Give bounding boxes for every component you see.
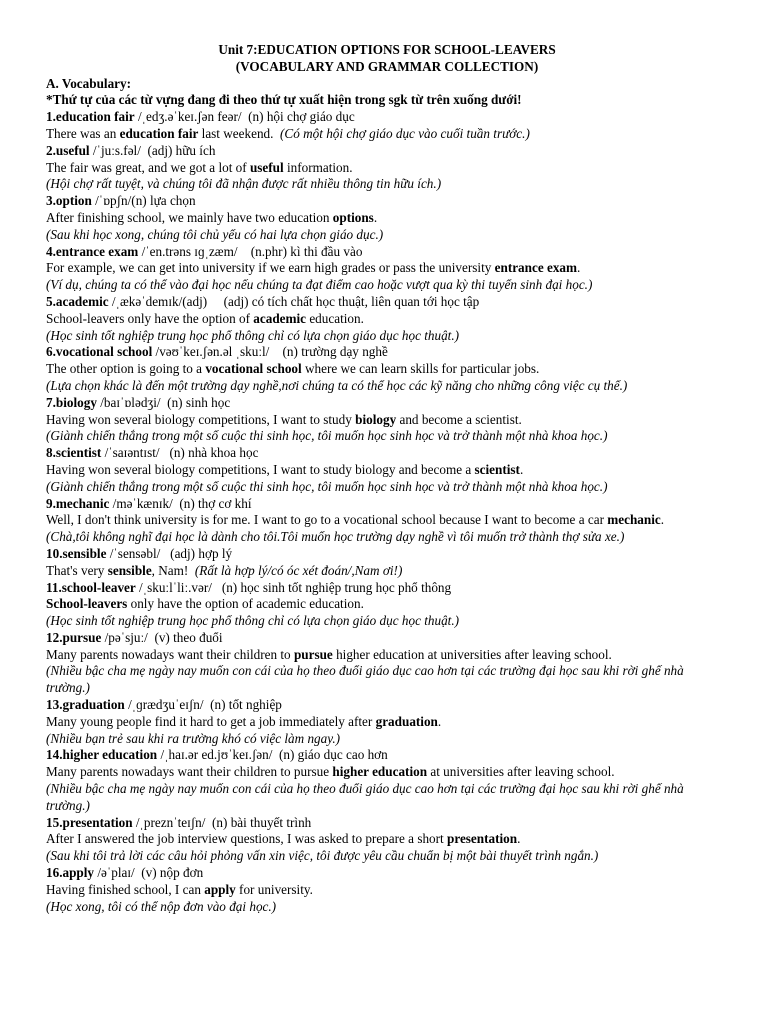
example-text: . [519, 461, 524, 477]
example-text: . [373, 209, 378, 225]
example-keyword: scientist [474, 461, 520, 477]
vocab-example [46, 160, 728, 177]
vocab-example [46, 210, 728, 227]
vocab-translation: (Học xong, tôi có thể nộp đơn vào đại học.) [46, 898, 277, 914]
example-keyword: options [332, 209, 374, 225]
example-text: where we can learn skills for particular jobs. [301, 361, 540, 377]
vocab-number: 12. [46, 629, 63, 645]
vocab-number: 8. [46, 445, 56, 461]
vocab-word: biology [55, 394, 97, 410]
vocab-word: higher education [62, 747, 158, 763]
example-text: After finishing school, we mainly have two education [46, 209, 333, 225]
vocab-example [46, 882, 728, 899]
vocab-entry [46, 580, 728, 630]
vocab-headword-line [46, 445, 728, 462]
vocab-translation: (Sau khi tôi trả lời các câu hỏi phỏng vấn xin việc, tôi được yêu cầu chuẩn bị một bài thuyết trình ngắn.) [46, 848, 599, 864]
example-text: For example, we can get into university if we earn high grades or pass the university [46, 260, 495, 276]
vocab-number: 9. [46, 495, 56, 511]
example-text: That's very [46, 562, 108, 578]
vocab-headword-line [46, 747, 728, 764]
vocab-headword [46, 630, 101, 645]
vocab-headword-line [46, 580, 728, 597]
vocab-example [46, 126, 728, 143]
vocab-pronunciation-definition: /ˌækəˈdemɪk/(adj) (adj) có tích chất học thuật, liên quan tới học tập [108, 293, 480, 309]
vocab-word: academic [55, 293, 109, 309]
vocab-headword [46, 445, 101, 460]
vocab-translation: (Lựa chọn khác là đến một trường dạy nghề,nơi chúng ta có thể học các kỹ năng cho những công việc cụ thể.) [46, 377, 628, 393]
vocab-headword-line [46, 815, 728, 832]
vocab-example [46, 462, 728, 479]
vocab-pronunciation-definition: /baɪˈɒlədʒi/ (n) sinh học [96, 394, 231, 410]
example-keyword: entrance exam [494, 260, 578, 276]
example-keyword: sensible [107, 562, 152, 578]
vocab-pronunciation-definition: /ˌɡrædʒuˈeɪʃn/ (n) tốt nghiệp [124, 697, 282, 713]
vocab-word: entrance exam [55, 243, 139, 259]
example-keyword: mechanic [607, 512, 661, 528]
example-text: Many parents nowadays want their children to [46, 646, 294, 662]
vocab-entry [46, 865, 728, 915]
vocab-entry [46, 697, 728, 747]
example-keyword: graduation [375, 713, 438, 729]
vocabulary-list [46, 109, 728, 915]
vocab-number: 1. [46, 109, 56, 125]
example-text: and become a scientist. [396, 411, 522, 427]
vocab-number: 16. [46, 865, 63, 881]
example-keyword: vocational school [205, 361, 302, 377]
vocab-headword [46, 344, 152, 359]
example-keyword: academic [253, 310, 307, 326]
example-keyword: pursue [293, 646, 333, 662]
vocab-number: 10. [46, 545, 63, 561]
example-text: Many parents nowadays want their children to pursue [46, 764, 333, 780]
example-text: for university. [235, 881, 313, 897]
section-heading: A. Vocabulary: [46, 75, 131, 91]
example-text: The fair was great, and we got a lot of [46, 159, 250, 175]
example-text: After I answered the job interview questions, I was asked to prepare a short [46, 831, 447, 847]
ordering-note: *Thứ tự của các từ vựng đang đi theo thứ tự xuất hiện trong sgk từ trên xuống dưới! [46, 92, 522, 108]
vocab-example [46, 714, 728, 731]
vocab-headword-line [46, 630, 728, 647]
vocab-headword-line [46, 546, 728, 563]
vocab-pronunciation-definition: /ˌedʒ.əˈkeɪ.ʃən feər/ (n) hội chợ giáo dục [134, 109, 355, 125]
example-text: Having won several biology competitions, I want to study biology and become a [46, 461, 475, 477]
vocab-word: scientist [55, 445, 102, 461]
vocab-number: 13. [46, 697, 63, 713]
example-text: School-leavers only have the option of [46, 310, 254, 326]
vocab-number: 11. [46, 579, 62, 595]
vocab-entry [46, 244, 728, 294]
vocab-entry [46, 747, 728, 814]
vocab-example [46, 260, 728, 277]
example-text: last weekend. [198, 125, 281, 141]
example-keyword: education fair [119, 125, 199, 141]
vocab-pronunciation-definition: /ˈsensəbl/ (adj) hợp lý [106, 545, 233, 561]
vocab-translation: (Học sinh tốt nghiệp trung học phổ thông chỉ có lựa chọn giáo dục học thuật.) [46, 613, 460, 629]
vocab-headword [46, 546, 106, 561]
vocab-translation: (Nhiều bậc cha mẹ ngày nay muốn con cái của họ theo đuổi giáo dục cao hơn tại các trường đại học sau khi rời ghế nhà trường.) [46, 663, 684, 696]
vocab-headword-line [46, 143, 728, 160]
example-text: Many young people find it hard to get a job immediately after [46, 713, 376, 729]
example-translation: (Có một hội chợ giáo dục vào cuối tuần trước.) [280, 125, 530, 141]
vocab-headword-line [46, 294, 728, 311]
vocab-translation: (Nhiều bậc cha mẹ ngày nay muốn con cái của họ theo đuổi giáo dục cao hơn tại các trường đại học sau khi rời ghế nhà trường.) [46, 781, 684, 813]
vocab-number: 2. [46, 142, 56, 158]
example-keyword: useful [249, 159, 284, 175]
vocab-word: education fair [55, 109, 135, 125]
vocab-translation: (Hội chợ rất tuyệt, và chúng tôi đã nhận được rất nhiều thông tin hữu ích.) [46, 176, 442, 192]
vocab-word: graduation [62, 697, 125, 713]
vocab-headword [46, 815, 133, 830]
vocab-example [46, 311, 728, 328]
vocab-headword [46, 109, 135, 124]
vocab-headword [46, 244, 138, 259]
vocab-translation: (Giành chiến thắng trong một số cuộc thi sinh học, tôi muốn học sinh học và trở thành một nhà khoa học.) [46, 478, 608, 494]
example-keyword: higher education [332, 764, 428, 780]
vocab-headword [46, 580, 136, 595]
example-keyword: apply [204, 881, 236, 897]
vocab-entry [46, 630, 728, 697]
vocab-number: 6. [46, 344, 56, 360]
vocab-example [46, 647, 728, 664]
vocab-pronunciation-definition: /ˈjuːs.fəl/ (adj) hữu ích [89, 142, 216, 158]
example-text: information. [283, 159, 353, 175]
example-text: . [577, 260, 581, 276]
vocab-translation: (Sau khi học xong, chúng tôi chủ yếu có hai lựa chọn giáo dục.) [46, 226, 384, 242]
vocab-headword-line [46, 344, 728, 361]
example-translation: (Rất là hợp lý/có óc xét đoán/,Nam ơi!) [194, 562, 403, 578]
vocab-example [46, 361, 728, 378]
vocab-pronunciation-definition: /ˌpreznˈteɪʃn/ (n) bài thuyết trình [132, 814, 312, 830]
vocab-word: pursue [62, 629, 102, 645]
vocab-headword [46, 395, 97, 410]
example-text: higher education at universities after leaving school. [332, 646, 612, 662]
vocab-example [46, 831, 728, 848]
vocab-pronunciation-definition: /məˈkænɪk/ (n) thợ cơ khí [109, 495, 252, 511]
example-text: Having finished school, I can [46, 881, 205, 897]
vocab-headword-line [46, 395, 728, 412]
vocab-headword [46, 193, 92, 208]
vocab-entry [46, 143, 728, 193]
vocab-number: 15. [46, 814, 63, 830]
vocab-number: 3. [46, 193, 56, 209]
vocab-pronunciation-definition: /ˌhaɪ.ər ed.jʊˈkeɪ.ʃən/ (n) giáo dục cao hơn [157, 747, 388, 763]
example-text: . [437, 713, 442, 729]
document-title: Unit 7:EDUCATION OPTIONS FOR SCHOOL-LEAVERS [218, 42, 556, 57]
vocab-pronunciation-definition: /ˈɒpʃn/(n) lựa chọn [91, 193, 196, 209]
vocab-headword-line [46, 109, 728, 126]
vocab-entry [46, 193, 728, 243]
vocab-translation: (Chà,tôi không nghĩ đại học là dành cho tôi.Tôi muốn học trường dạy nghề vì tôi muốn trở thành thợ sửa xe.) [46, 529, 625, 545]
vocab-headword [46, 865, 94, 880]
example-text: The other option is going to a [46, 361, 206, 377]
vocab-word: sensible [62, 545, 107, 561]
vocab-number: 7. [46, 394, 56, 410]
vocab-entry [46, 294, 728, 344]
vocab-headword [46, 143, 90, 158]
example-text: Having won several biology competitions, I want to study [46, 411, 356, 427]
example-text: There was an [46, 125, 120, 141]
vocab-headword [46, 747, 157, 762]
vocab-headword [46, 697, 125, 712]
vocab-translation: (Học sinh tốt nghiệp trung học phổ thông chỉ có lựa chọn giáo dục học thuật.) [46, 327, 460, 343]
vocab-example [46, 764, 728, 781]
example-keyword: School-leavers [46, 596, 128, 612]
example-text: Well, I don't think university is for me. I want to go to a vocational school because I want to become a car [46, 512, 608, 528]
vocab-translation: (Giành chiến thắng trong một số cuộc thi sinh học, tôi muốn học sinh học và trở thành một nhà khoa học.) [46, 428, 608, 444]
vocab-entry [46, 496, 728, 546]
vocab-example [46, 563, 728, 580]
vocab-word: presentation [62, 814, 133, 830]
vocab-entry [46, 445, 728, 495]
vocab-word: apply [62, 865, 95, 881]
example-keyword: biology [355, 411, 397, 427]
vocab-headword-line [46, 496, 728, 513]
vocab-word: vocational school [55, 344, 153, 360]
vocab-pronunciation-definition: /ˈsaɪəntɪst/ (n) nhà khoa học [101, 445, 259, 461]
vocab-entry [46, 546, 728, 580]
vocab-number: 4. [46, 243, 56, 259]
example-text: education. [306, 310, 364, 326]
vocab-pronunciation-definition: /əˈplaɪ/ (v) nộp đơn [94, 865, 204, 881]
example-text: at universities after leaving school. [427, 764, 615, 780]
vocab-headword-line [46, 193, 728, 210]
vocab-pronunciation-definition: /ˈen.trəns ɪɡˌzæm/ (n.phr) kì thi đầu vào [138, 243, 363, 259]
vocab-pronunciation-definition: /pəˈsjuː/ (v) theo đuổi [101, 629, 223, 645]
vocab-pronunciation-definition: /ˌskuːlˈliː.vər/ (n) học sinh tốt nghiệp trung học phổ thông [135, 579, 452, 595]
vocab-entry [46, 815, 728, 865]
vocab-word: school-leaver [61, 579, 136, 595]
vocab-pronunciation-definition: /vəʊˈkeɪ.ʃən.əl ˌskuːl/ (n) trường dạy nghề [152, 344, 388, 360]
vocab-headword-line [46, 697, 728, 714]
example-text: , Nam! [151, 562, 195, 578]
vocab-number: 5. [46, 293, 56, 309]
vocab-headword-line [46, 865, 728, 882]
vocab-entry [46, 109, 728, 143]
vocab-translation: (Ví dụ, chúng ta có thể vào đại học nếu chúng ta đạt điểm cao hoặc vượt qua kỳ thi tuyển sinh đại học.) [46, 277, 593, 293]
vocab-headword [46, 294, 109, 309]
vocab-number: 14. [46, 747, 63, 763]
vocab-example [46, 512, 728, 529]
example-text: . [660, 512, 665, 528]
example-keyword: presentation [447, 831, 518, 847]
vocab-translation: (Nhiều bạn trẻ sau khi ra trường khó có việc làm ngay.) [46, 730, 341, 746]
vocab-word: option [55, 193, 92, 209]
vocab-example [46, 596, 728, 613]
example-text: . [517, 831, 521, 847]
example-text: only have the option of academic education. [127, 596, 364, 612]
vocab-word: useful [55, 142, 90, 158]
vocab-word: mechanic [55, 495, 110, 511]
vocab-example [46, 412, 728, 429]
vocab-headword-line [46, 244, 728, 261]
vocab-headword [46, 496, 109, 511]
vocab-entry [46, 344, 728, 394]
document-subtitle: (VOCABULARY AND GRAMMAR COLLECTION) [235, 58, 539, 74]
vocab-entry [46, 395, 728, 445]
